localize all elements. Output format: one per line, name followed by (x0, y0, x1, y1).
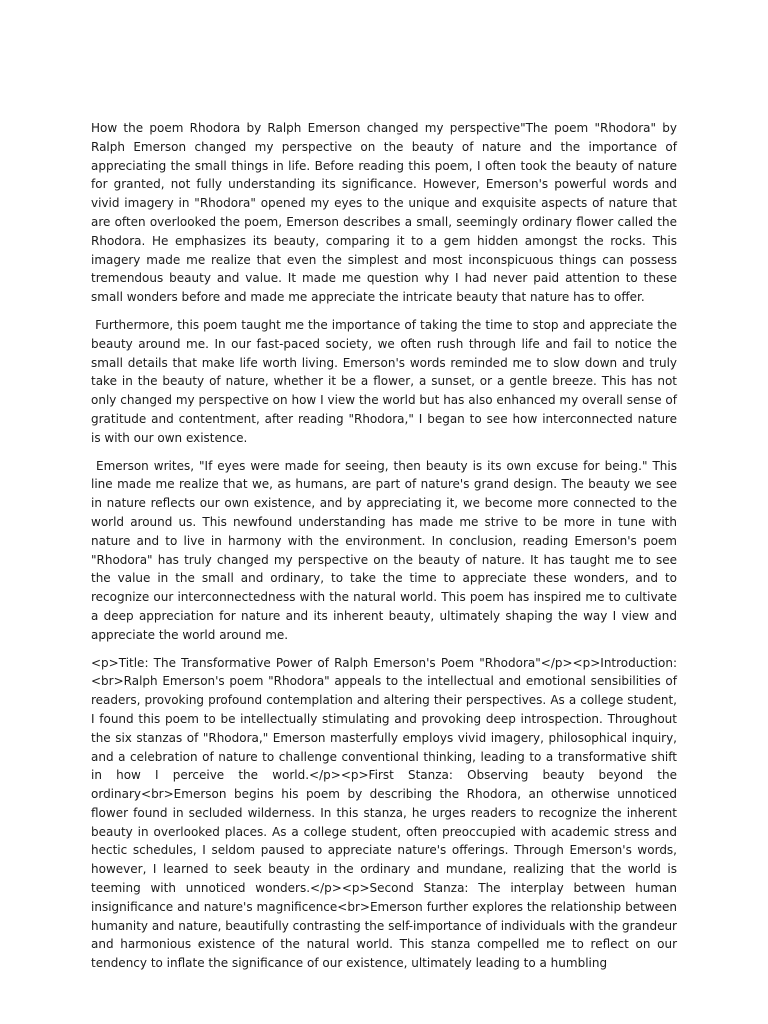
paragraph-emerson-writes: Emerson writes, "If eyes were made for seeing, then beauty is its own excuse for being." This line made me realize that we, as humans, are part of nature's grand design. The beauty we see in nature reflects our own existence, and by appreciating it, we become more connected to the world around us. This newfound understanding has made me strive to be more in tune with nature and to live in harmony with the environment. In conclusion, reading Emerson's poem "Rhodora" has truly changed my perspective on the beauty of nature. It has taught me to see the value in the small and ordinary, to take the time to appreciate these wonders, and to recognize our interconnectedness with the natural world. This poem has inspired me to cultivate a deep appreciation for nature and its inherent beauty, ultimately shaping the way I view and appreciate the world around me. (91, 458, 681, 642)
paragraph-intro: How the poem Rhodora by Ralph Emerson changed my perspective"The poem "Rhodora" by Ralph Emerson changed my perspective on the beauty of nature and the importance of appreciating the small things in life. Before reading this poem, I often took the beauty of nature for granted, not fully understanding its significance. However, Emerson's powerful words and vivid imagery in "Rhodora" opened my eyes to the unique and exquisite aspects of nature that are often overlooked the poem, Emerson describes a small, seemingly ordinary flower called the Rhodora. He emphasizes its beauty, comparing it to a gem hidden amongst the rocks. This imagery made me realize that even the simplest and most inconspicuous things can possess tremendous beauty and value. It made me question why I had never paid attention to these small wonders before and made me appreciate the intricate beauty that nature has to offer. (91, 121, 681, 305)
paragraph-furthermore: Furthermore, this poem taught me the importance of taking the time to stop and appreciate the beauty around me. In our fast-paced society, we often rush through life and fail to notice the small details that make life worth living. Emerson's words reminded me to slow down and truly take in the beauty of nature, whether it be a flower, a sunset, or a gentle breeze. This has not only changed my perspective on how I view the world but has also enhanced my overall sense of gratitude and contentment, after reading "Rhodora," I began to see how interconnected nature is with our own existence. (91, 317, 681, 445)
document-page (91, 119, 681, 982)
paragraph-html-essay: <p>Title: The Transformative Power of Ralph Emerson's Poem "Rhodora"</p><p>Introduction:<br>Ralph Emerson's poem "Rhodora" appeals to the intellectual and emotional sensibilities of readers, provoking profound contemplation and altering their perspectives. As a college student, I found this poem to be intellectually stimulating and provoking deep introspection. Throughout the six stanzas of "Rhodora," Emerson masterfully employs vivid imagery, philosophical inquiry, and a celebration of nature to challenge conventional thinking, leading to a transformative shift in how I perceive the world.</p><p>First Stanza: Observing beauty beyond the ordinary<br>Emerson begins his poem by describing the Rhodora, an otherwise unnoticed flower found in secluded wilderness. In this stanza, he urges readers to recognize the inherent beauty in overlooked places. As a college student, often preoccupied with academic stress and hectic schedules, I seldom paused to appreciate nature's offerings. Through Emerson's words, however, I learned to seek beauty in the ordinary and mundane, realizing that the world is teeming with unnoticed wonders.</p><p>Second Stanza: The interplay between human insignificance and nature's magnificence<br>Emerson further explores the relationship between humanity and nature, beautifully contrasting the self-importance of individuals with the grandeur and harmonious existence of the natural world. This stanza compelled me to reflect on our tendency to inflate the significance of our existence, ultimately leading to a humbling (91, 655, 681, 971)
